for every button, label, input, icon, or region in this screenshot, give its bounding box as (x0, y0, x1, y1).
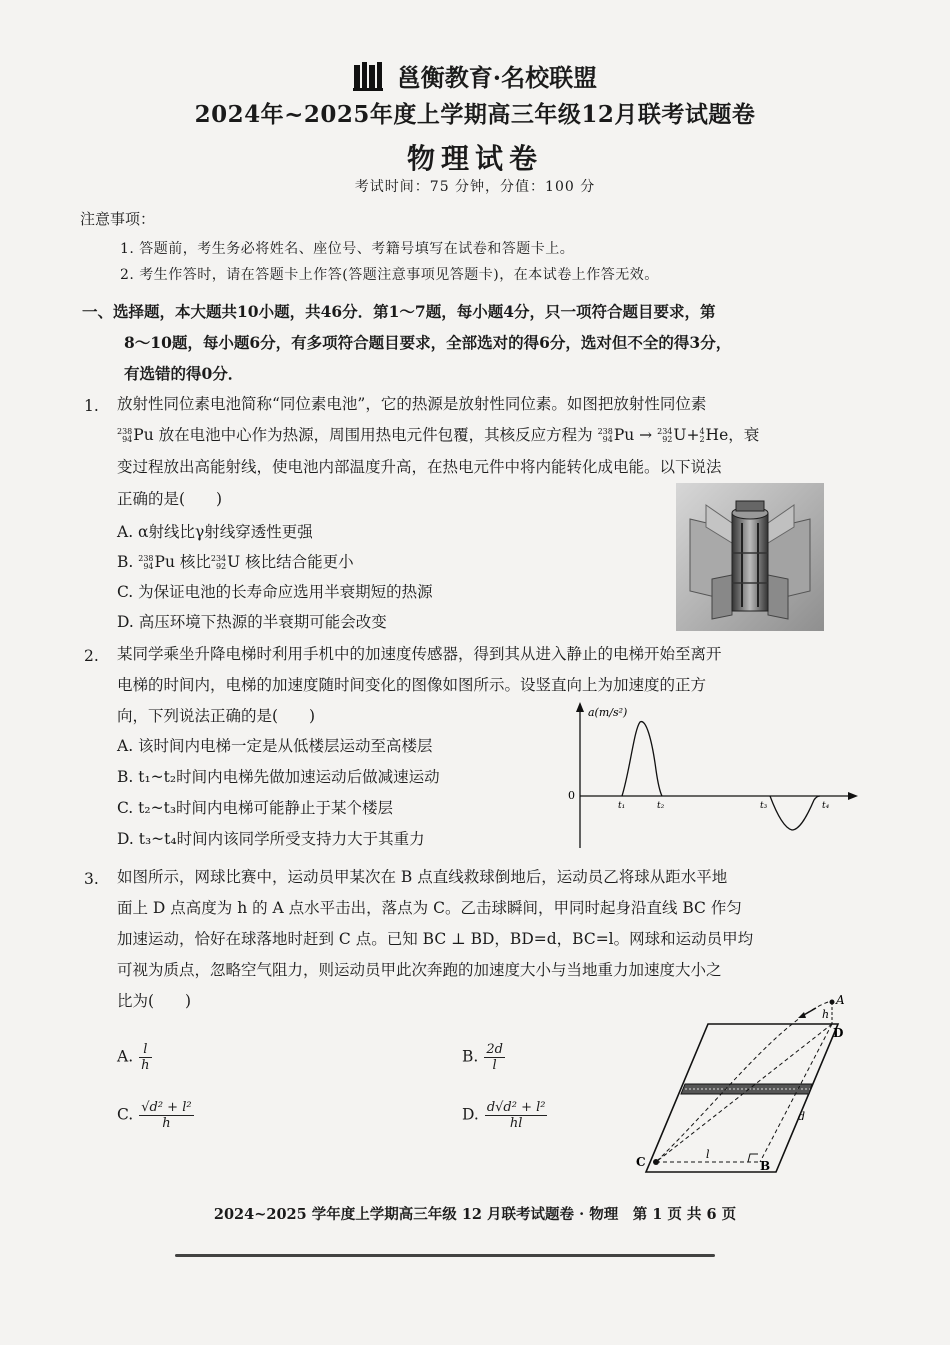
fraction: $\frac{\text{√d² + l²}}{h}$ (141, 1100, 192, 1131)
notice-heading: 注意事项： (80, 210, 156, 228)
section-line-3: 有选错的得0分． (124, 364, 244, 383)
q3-line-4: 可视为质点，忽略空气阻力，则运动员甲此次奔跑的加速度大小与当地重力加速度大小之 (117, 961, 722, 979)
notice-item-1: 1. 答题前，考生务必将姓名、座位号、考籍号填写在试卷和答题卡上。 (120, 241, 575, 257)
fraction: $\frac{2d}{l}$ (486, 1042, 503, 1073)
court-outline (646, 1024, 838, 1172)
label-l: l (706, 1148, 710, 1161)
t2-label: t₂ (657, 801, 665, 811)
label-h: h (822, 1008, 830, 1021)
q1-battery-photo (676, 483, 824, 631)
t3-label: t₃ (760, 801, 768, 811)
q1-option-c[interactable]: C. 为保证电池的长寿命应选用半衰期短的热源 (117, 583, 433, 601)
q2-number: 2. (84, 647, 99, 665)
q1-line-3: 变过程放出高能射线，使电池内部温度升高，在热电元件中将内能转化成电能。以下说法 (117, 458, 722, 476)
right-angle-mark (748, 1154, 758, 1162)
t1-label: t₁ (618, 801, 626, 811)
fraction: $\frac{\text{d√d² + l²}}{hl}$ (486, 1100, 546, 1131)
notice-item-2: 2. 考生作答时，请在答题卡上作答(答题注意事项见答题卡)，在本试卷上作答无效。 (120, 267, 659, 283)
q3-number: 3. (84, 870, 99, 888)
q3-tennis-court-figure (630, 990, 850, 1180)
label-d-length: d (798, 1110, 806, 1123)
q3-option-b[interactable]: B. $\frac{2d}{l}$ (462, 1042, 503, 1073)
label-a: A (836, 993, 845, 1007)
strike-arrow-icon (798, 1012, 806, 1018)
label-d-point: D (833, 1026, 844, 1040)
q2-option-c[interactable]: C. t₂~t₃时间内电梯可能静止于某个楼层 (117, 799, 394, 817)
q1-line-2: 238 94Pu 放在电池中心作为热源，周围用热电元件包覆，其核反应方程为 238 94Pu → 234 92U+4 2He，衰 (117, 426, 760, 444)
q3-line-1: 如图所示，网球比赛中，运动员甲某次在 B 点直线救球倒地后，运动员乙将球从距水平地 (117, 868, 728, 886)
section-instructions (82, 296, 854, 389)
q3-line-3: 加速运动，恰好在球落地时赶到 C 点。已知 BC ⊥ BD，BD=d，BC=l。网球和运动员甲均 (117, 930, 754, 948)
section-line-1: 一、选择题，本大题共10小题，共46分．第1～7题，每小题4分，只一项符合题目要求，第 (82, 302, 716, 321)
q2-line-3: 向，下列说法正确的是( ) (117, 707, 316, 725)
q3-option-d[interactable]: D. $\frac{\text{d√d² + l²}}{hl}$ (462, 1100, 546, 1131)
acceleration-curve-negative (770, 796, 820, 830)
point-a (830, 1000, 835, 1005)
q1-line-1: 放射性同位素电池简称“同位素电池”，它的热源是放射性同位素。如图把放射性同位素 (117, 395, 707, 413)
pu-isotope: 238 94 (117, 427, 133, 444)
q1-number: 1. (84, 397, 99, 415)
brand-text: 邕衡教育·名校联盟 (396, 63, 598, 92)
acceleration-curve-positive (622, 722, 662, 796)
q2-option-d[interactable]: D. t₃~t₄时间内该同学所受支持力大于其重力 (117, 830, 425, 848)
brand-header (0, 58, 950, 93)
exam-info: 考试时间：75 分钟，分值：100 分 (354, 179, 596, 195)
q3-option-c[interactable]: C. $\frac{\text{√d² + l²}}{h}$ (117, 1100, 192, 1131)
exam-title: 2024年~2025年度上学期高三年级12月联考试题卷 (194, 101, 756, 128)
fraction: $\frac{l}{h}$ (141, 1042, 150, 1073)
q3-option-a[interactable]: A. $\frac{l}{h}$ (117, 1042, 150, 1073)
q1-option-a[interactable]: A. α射线比γ射线穿透性更强 (117, 523, 313, 541)
q2-line-2: 电梯的时间内，电梯的加速度随时间变化的图像如图所示。设竖直向上为加速度的正方 (117, 676, 707, 694)
school-logo-icon (353, 61, 383, 91)
q2-acceleration-graph (560, 700, 860, 850)
label-c: C (636, 1155, 646, 1169)
q2-option-b[interactable]: B. t₁~t₂时间内电梯先做加速运动后做减速运动 (117, 768, 440, 786)
section-line-2: 8～10题，每小题6分，有多项符合题目要求，全部选对的得6分，选对但不全的得3分， (124, 333, 732, 352)
label-b: B (760, 1159, 771, 1173)
q2-option-a[interactable]: A. 该时间内电梯一定是从低楼层运动至高楼层 (117, 737, 433, 755)
x-axis-arrow-icon (848, 792, 858, 800)
page-footer: 2024~2025 学年度上学期高三年级 12 月联考试题卷 · 物理 第 1 页 共 6 页 (213, 1206, 737, 1223)
q1-option-d[interactable]: D. 高压环境下热源的半衰期可能会改变 (117, 613, 387, 631)
subject-title: 物理试卷 (406, 142, 543, 175)
q1-option-b[interactable]: B. 238 94Pu 核比234 92U 核比结合能更小 (117, 553, 354, 571)
q1-line-4: 正确的是( ) (117, 490, 223, 508)
q2-line-1: 某同学乘坐升降电梯时利用手机中的加速度传感器，得到其从进入静止的电梯开始至离开 (117, 645, 722, 663)
q3-line-5: 比为( ) (117, 992, 192, 1010)
t4-label: t₄ (822, 801, 830, 811)
point-c (653, 1159, 659, 1165)
y-axis-label: a(m/s²) (588, 706, 628, 719)
origin-label: 0 (568, 789, 575, 802)
scan-bottom-edge (175, 1254, 715, 1257)
y-axis-arrow-icon (576, 702, 584, 712)
q3-line-2: 面上 D 点高度为 h 的 A 点水平击出，落点为 C。乙击球瞬间，甲同时起身沿直线 BC 作匀 (117, 899, 742, 917)
